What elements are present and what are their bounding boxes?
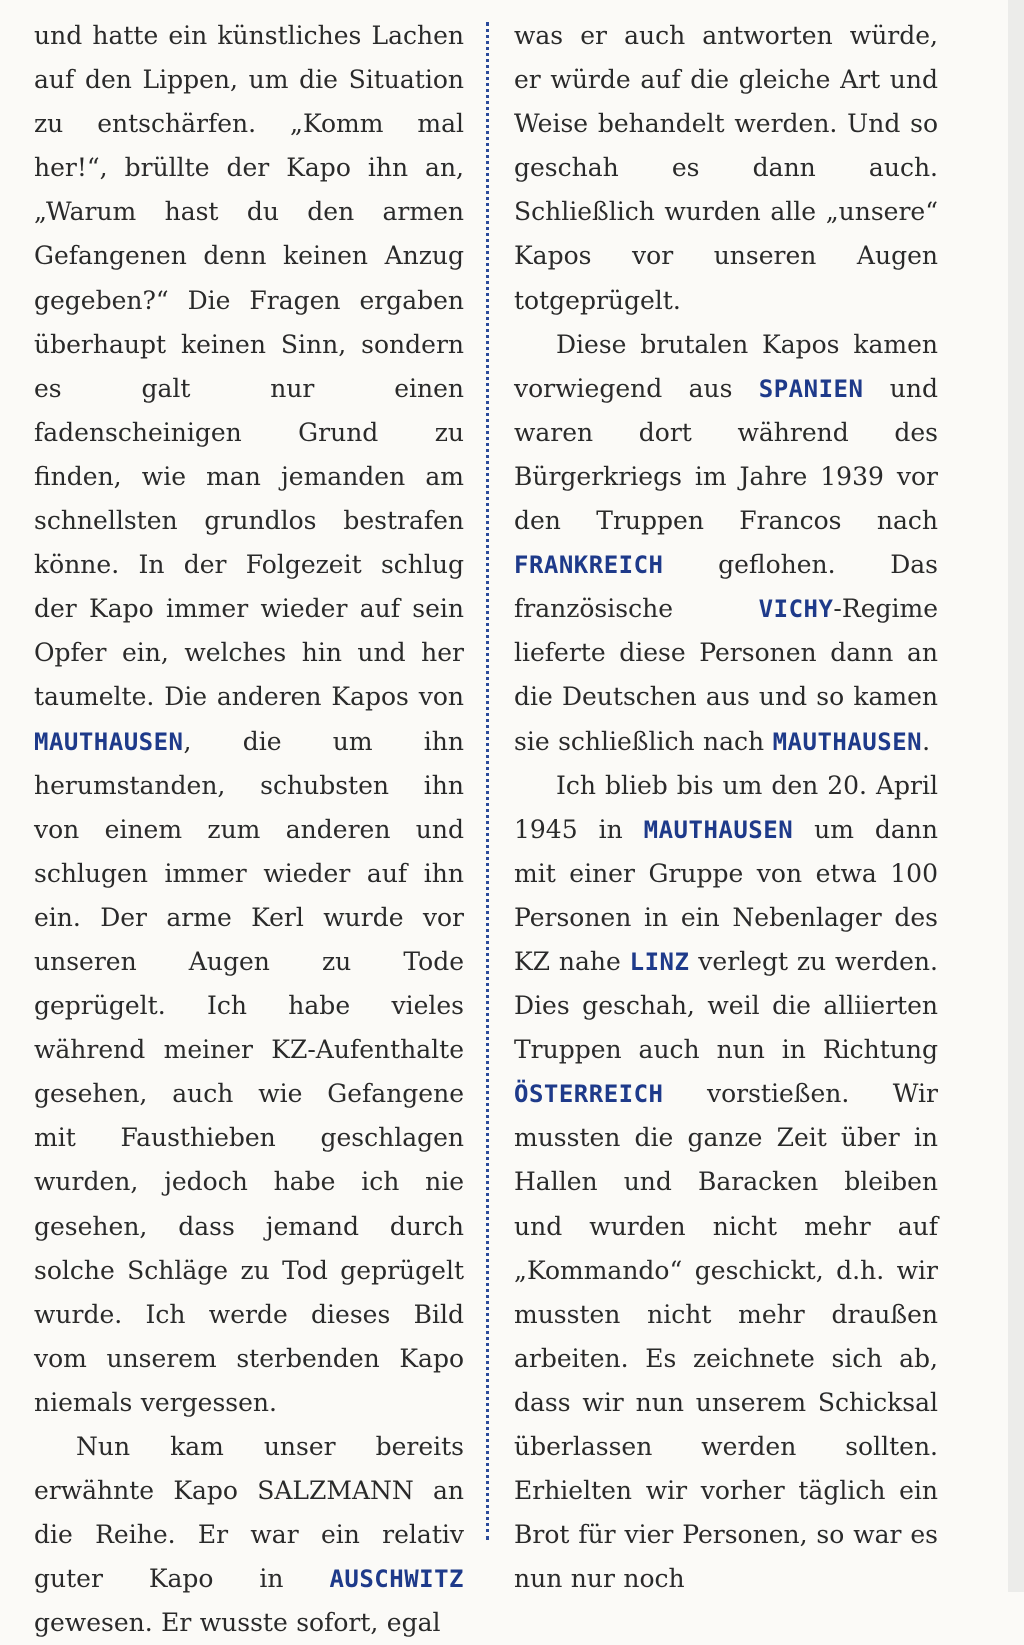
place-name-frankreich: FRANKREICH [514, 551, 664, 580]
right-text-column [514, 14, 938, 1601]
paragraph-right-2 [514, 323, 938, 764]
text-run: was er auch antworten würde, er würde auf die gleiche Art und Weise behandelt werden. Und so geschah es dann auch. Schließlich wurden alle „unsere“ Kapos vor unseren Augen totgeprügelt. [514, 21, 938, 315]
text-run: verlegt zu werden. Dies geschah, weil die alliierten Truppen auch nun in Richtung [514, 946, 938, 1065]
text-run: und hatte ein künstliches Lachen auf den Lippen, um die Situation zu entschärfen. „Komm mal her!“, brüllte der Kapo ihn an, „Warum hast du den armen Gefangenen denn keinen Anzug gegeben?“ Die Fragen ergaben überhaupt keinen Sinn, sondern es galt nur einen fadenscheinigen Grund zu finden, wie man jemanden am schnellsten grundlos bestrafen könne. In der Folgezeit schlug der Kapo immer wieder auf sein Opfer ein, welches hin und her taumelte. Die anderen Kapos von [34, 21, 464, 712]
paragraph-left-1 [34, 14, 464, 1425]
paragraph-left-2 [34, 1425, 464, 1645]
left-text-column [34, 14, 464, 1645]
text-run: -Regime lieferte diese Personen dann an die Deutschen aus und so kamen sie schließlich nach [514, 594, 938, 756]
place-name-oesterreich: ÖSTERREICH [514, 1080, 664, 1109]
text-run: Diese brutalen Kapos kamen vorwiegend aus [514, 329, 938, 403]
place-name-linz: LINZ [629, 947, 690, 976]
place-name-mauthausen: MAUTHAUSEN [772, 727, 923, 756]
text-run: vorstießen. Wir mussten die ganze Zeit über in Hallen und Baracken bleiben und wurden nicht mehr auf „Kommando“ geschickt, d.h. wir mussten nicht mehr draußen arbeiten. Es zeichnete sich ab, dass wir nun unserem Schicksal überlassen werden sollten. Erhielten wir vorher täglich ein Brot für vier Personen, so war es nun nur noch [514, 1079, 938, 1594]
text-run: um dann mit einer Gruppe von etwa 100 Personen in ein Nebenlager des KZ nahe [514, 814, 938, 976]
place-name-vichy: VICHY [758, 595, 834, 624]
paragraph-right-3 [514, 764, 938, 1602]
text-run: gewesen. Er wusste sofort, egal [34, 1608, 441, 1638]
text-run: Nun kam unser bereits erwähnte Kapo SALZMANN an die Reihe. Er war ein relativ guter Kapo in [34, 1432, 464, 1594]
page-edge-shadow [1008, 0, 1024, 1592]
text-run: , die um ihn herumstanden, schubsten ihn von einem zum anderen und schlugen immer wieder auf ihn ein. Der arme Kerl wurde vor unseren Augen zu Tode geprügelt. Ich habe vieles während meiner KZ-Aufenthalte gesehen, auch wie Gefangene mit Fausthieben geschlagen wurden, jedoch habe ich nie gesehen, dass jemand durch solche Schläge zu Tod geprügelt wurde. Ich werde dieses Bild vom unserem sterbenden Kapo niemals vergessen. [34, 726, 464, 1417]
place-name-mauthausen: MAUTHAUSEN [643, 815, 794, 844]
text-run: . [922, 726, 931, 756]
place-name-spanien: SPANIEN [758, 374, 864, 403]
text-run: Ich blieb bis um den 20. April 1945 in [514, 770, 938, 844]
text-run: und waren dort während des Bürgerkriegs im Jahre 1939 vor den Truppen Francos nach [514, 373, 939, 536]
column-divider [486, 22, 489, 1540]
paragraph-right-1 [514, 14, 938, 323]
place-name-mauthausen: MAUTHAUSEN [34, 727, 184, 756]
text-run: geflohen. Das französische [514, 550, 938, 624]
place-name-auschwitz: AUSCHWITZ [329, 1565, 464, 1594]
